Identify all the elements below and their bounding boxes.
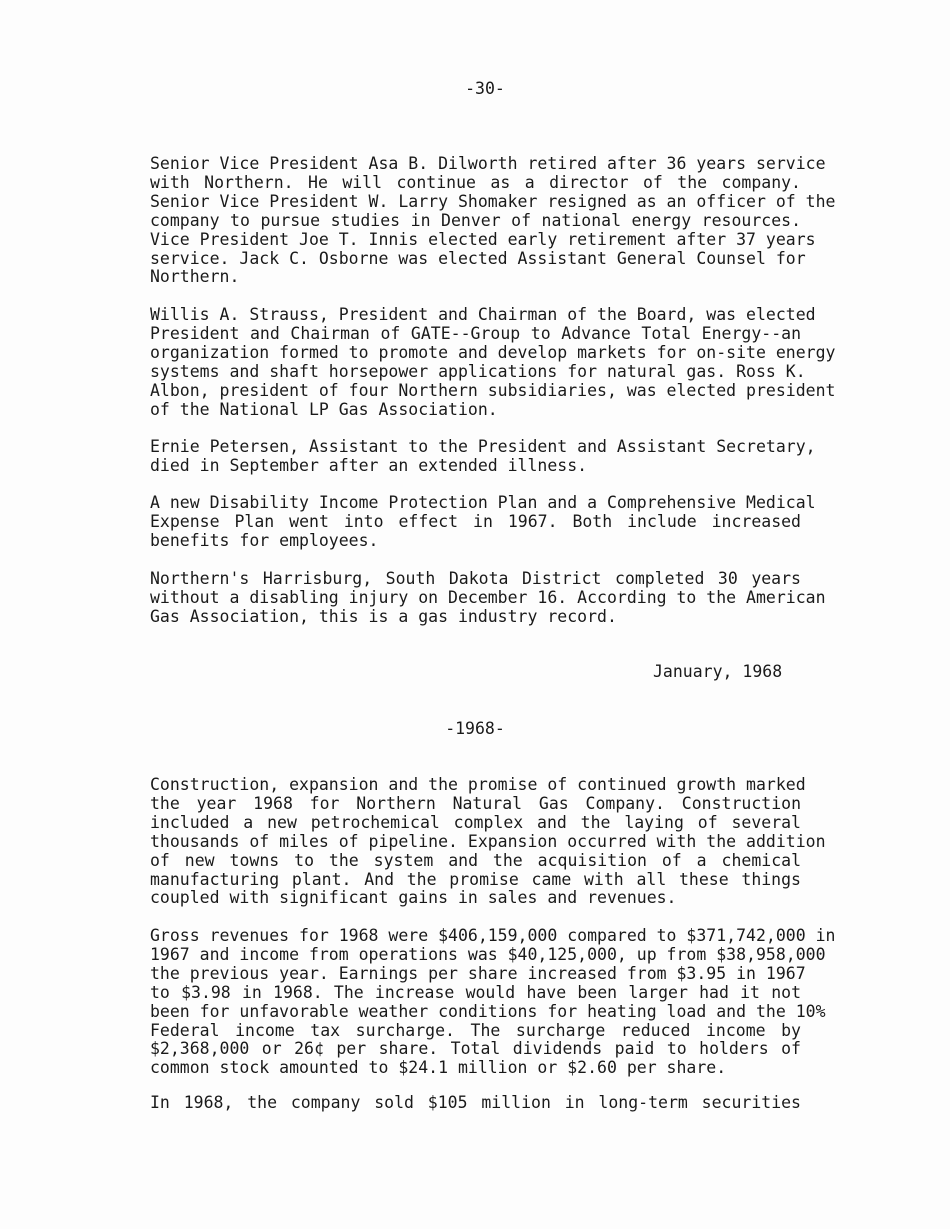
section-heading: -1968- [445, 719, 505, 738]
text-line: Albon, president of four Northern subsidiaries, was elected president [150, 380, 836, 400]
page-number: -30- [465, 79, 505, 98]
paragraph-officer-changes [150, 154, 836, 287]
text-line: coupled with significant gains in sales and revenues. [150, 888, 677, 908]
text-line: died in September after an extended illness. [150, 455, 588, 475]
text-line: Senior Vice President Asa B. Dilworth retired after 36 years service [150, 154, 826, 173]
text-line: Northern. [150, 267, 240, 287]
paragraph-gate-election [150, 305, 836, 419]
text-line: company to pursue studies in Denver of national energy resources. [150, 210, 801, 230]
text-line: included a new petrochemical complex and the laying of several [150, 812, 801, 832]
paragraph-benefit-plans [150, 493, 816, 551]
paragraph-obituary [150, 437, 816, 476]
text-line: Senior Vice President W. Larry Shomaker resigned as an officer of the [150, 191, 836, 211]
text-line: President and Chairman of GATE--Group to Advance Total Energy--an [150, 323, 801, 343]
text-line: Willis A. Strauss, President and Chairman of the Board, was elected [150, 305, 816, 324]
text-line: $2,368,000 or 26¢ per share. Total dividends paid to holders of [150, 1039, 801, 1059]
text-line: of the National LP Gas Association. [150, 399, 498, 419]
text-line: Gross revenues for 1968 were $406,159,000 compared to $371,742,000 in [150, 926, 836, 945]
text-line: Ernie Petersen, Assistant to the President and Assistant Secretary, [150, 437, 816, 456]
text-line: systems and shaft horsepower applications for natural gas. Ross K. [150, 361, 806, 381]
text-line: Northern's Harrisburg, South Dakota District completed 30 years [150, 569, 801, 588]
text-line: 1967 and income from operations was $40,125,000, up from $38,958,000 [150, 944, 826, 964]
text-line: of new towns to the system and the acquisition of a chemical [150, 850, 801, 870]
text-line: Vice President Joe T. Innis elected early retirement after 37 years [150, 229, 816, 249]
text-line: with Northern. He will continue as a director of the company. [150, 172, 801, 192]
text-line: to $3.98 in 1968. The increase would have been larger had it not [150, 982, 801, 1002]
text-line: Expense Plan went into effect in 1967. Both include increased [150, 511, 801, 531]
text-line: Construction, expansion and the promise of continued growth marked [150, 775, 806, 794]
paragraph-1968-securities [150, 1094, 801, 1113]
paragraph-1968-overview [150, 775, 826, 908]
text-line: Federal income tax surcharge. The surcharge reduced income by [150, 1020, 801, 1040]
text-line: the year 1968 for Northern Natural Gas Company. Construction [150, 793, 801, 813]
text-line: benefits for employees. [150, 530, 379, 550]
text-line: without a disabling injury on December 16. According to the American [150, 587, 826, 607]
text-line: Gas Association, this is a gas industry record. [150, 606, 617, 626]
text-line: the previous year. Earnings per share increased from $3.95 in 1967 [150, 963, 806, 983]
text-line: thousands of miles of pipeline. Expansion occurred with the addition [150, 831, 826, 851]
text-line: service. Jack C. Osborne was elected Assistant General Counsel for [150, 248, 806, 268]
text-line: In 1968, the company sold $105 million in long-term securities [150, 1093, 801, 1112]
text-line: organization formed to promote and develop markets for on-site energy [150, 342, 836, 362]
paragraph-1968-financials [150, 926, 836, 1078]
text-line: common stock amounted to $24.1 million or $2.60 per share. [150, 1058, 727, 1078]
text-line: manufacturing plant. And the promise came with all these things [150, 869, 801, 889]
text-line: been for unfavorable weather conditions for heating load and the 10% [150, 1001, 826, 1021]
text-line: A new Disability Income Protection Plan and a Comprehensive Medical [150, 493, 816, 512]
paragraph-safety-record [150, 569, 826, 627]
date-line: January, 1968 [653, 662, 783, 681]
